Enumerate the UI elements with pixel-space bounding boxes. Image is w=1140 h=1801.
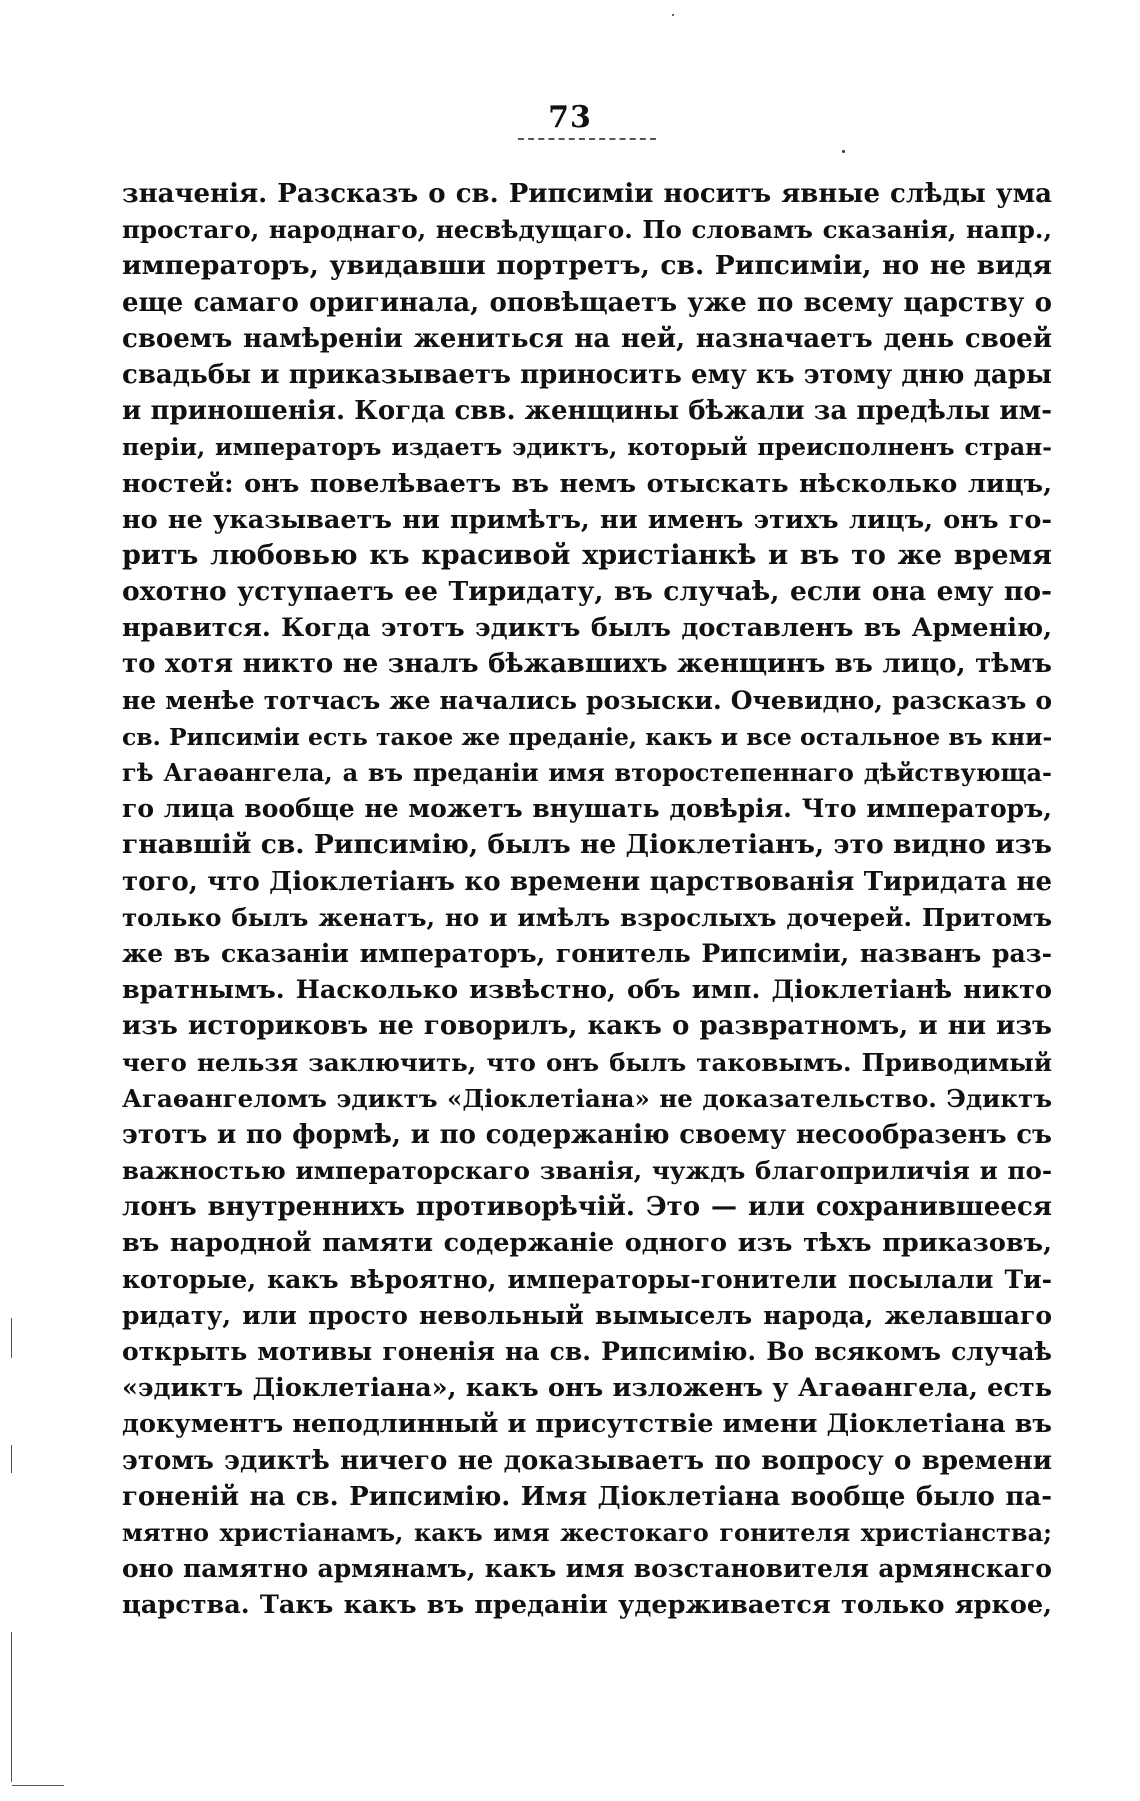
text-line: открыть мотивы гоненія на св. Рипсимію. Во всякомъ случаѣ	[122, 1337, 1052, 1366]
text-line: значенія. Разсказъ о св. Рипсиміи носитъ явные слѣды ума	[122, 179, 1052, 209]
text-line: чего нельзя заключить, что онъ былъ таковымъ. Приводимый	[122, 1047, 1052, 1077]
body-text	[122, 176, 1052, 1624]
text-line: ритъ любовью къ красивой христіанкѣ и въ то же время	[122, 539, 1052, 571]
text-line: гѣ Агаѳангела, а въ преданіи имя второстепеннаго дѣйствующа-	[122, 758, 1052, 787]
text-line: охотно уступаетъ ее Тиридату, въ случаѣ, если она ему по-	[122, 576, 1052, 608]
text-line: св. Рипсиміи есть такое же преданіе, какъ и все остальное въ кни-	[122, 722, 1053, 751]
text-line: документъ неподлинный и присутствіе имени Діоклетіана въ	[122, 1409, 1052, 1440]
text-line: этомъ эдиктѣ ничего не доказываетъ по вопросу о времени	[122, 1445, 1052, 1476]
text-line: въ народной памяти содержаніе одного изъ тѣхъ приказовъ,	[122, 1228, 1052, 1259]
text-line: гоненій на св. Рипсимію. Имя Діоклетіана вообще было па-	[122, 1481, 1052, 1512]
text-line: вратнымъ. Насколько извѣстно, объ имп. Діоклетіанѣ никто	[122, 975, 1052, 1006]
scan-margin-mark	[11, 1318, 12, 1358]
text-line: оно памятно армянамъ, какъ имя возстановителя армянскаго	[122, 1554, 1052, 1584]
text-line: этотъ и по формѣ, и по содержанію своему несообразенъ съ	[122, 1119, 1052, 1150]
text-line: періи, императоръ издаетъ эдиктъ, который преисполненъ стран-	[122, 433, 1052, 462]
text-line: ностей: онъ повелѣваетъ въ немъ отыскать нѣсколько лицъ,	[122, 468, 1052, 499]
scan-speck	[672, 14, 674, 16]
text-line: которые, какъ вѣроятно, императоры-гонители посылали Ти-	[122, 1264, 1052, 1294]
text-line: свадьбы и приказываетъ приносить ему къ этому дню дары	[122, 359, 1052, 390]
text-line: еще самаго оригинала, оповѣщаетъ уже по всему царству о	[122, 287, 1052, 318]
text-line: ридату, или просто невольный вымыселъ народа, желавшаго	[122, 1300, 1052, 1330]
text-line: «эдиктъ Діоклетіана», какъ онъ изложенъ у Агаѳангела, есть	[122, 1373, 1052, 1404]
text-line: изъ историковъ не говорилъ, какъ о развратномъ, и ни изъ	[122, 1011, 1052, 1042]
text-line: гнавшій св. Рипсимію, былъ не Діоклетіанъ, это видно изъ	[122, 829, 1052, 861]
text-line: то хотя никто не зналъ бѣжавшихъ женщинъ въ лицо, тѣмъ	[122, 649, 1052, 680]
text-line: но не указываетъ ни примѣтъ, ни именъ этихъ лицъ, онъ го-	[122, 504, 1052, 535]
text-line: простаго, народнаго, несвѣдущаго. По словамъ сказанія, напр.,	[122, 215, 1052, 245]
text-line: императоръ, увидавши портретъ, св. Рипсиміи, но не видя	[122, 250, 1052, 282]
header-rule	[518, 138, 656, 140]
text-line: важностью императорскаго званія, чуждъ благоприличія и по-	[122, 1156, 1052, 1186]
text-line: же въ сказаніи императоръ, гонитель Рипсиміи, названъ раз-	[122, 938, 1052, 968]
text-line: Агаѳангеломъ эдиктъ «Діоклетіана» не доказательство. Эдиктъ	[122, 1083, 1052, 1113]
scan-margin-mark	[12, 1785, 64, 1786]
page-number: 73	[548, 100, 592, 135]
text-line: только былъ женатъ, но и имѣлъ взрослыхъ дочерей. Притомъ	[122, 902, 1052, 932]
text-line: царства. Такъ какъ въ преданіи удерживается только яркое,	[122, 1590, 1052, 1621]
text-line: го лица вообще не можетъ внушать довѣрія. Что императоръ,	[122, 794, 1052, 824]
text-line: своемъ намѣреніи жениться на ней, назначаетъ день своей	[122, 323, 1052, 354]
text-line: мятно христіанамъ, какъ имя жестокаго гонителя христіанства;	[122, 1517, 1052, 1547]
text-line: того, что Діоклетіанъ ко времени царствованія Тиридата не	[122, 866, 1052, 897]
text-line: не менѣе тотчасъ же начались розыски. Очевидно, разсказъ о	[122, 685, 1052, 715]
text-line: и приношенія. Когда свв. женщины бѣжали за предѣлы им-	[122, 396, 1052, 427]
scan-margin-mark	[11, 1632, 12, 1782]
text-line: лонъ внутреннихъ противорѣчій. Это — или сохранившееся	[122, 1192, 1052, 1223]
scan-margin-mark	[11, 1445, 12, 1473]
scan-speck	[842, 150, 845, 153]
text-line: нравится. Когда этотъ эдиктъ былъ доставленъ въ Арменію,	[122, 613, 1052, 644]
